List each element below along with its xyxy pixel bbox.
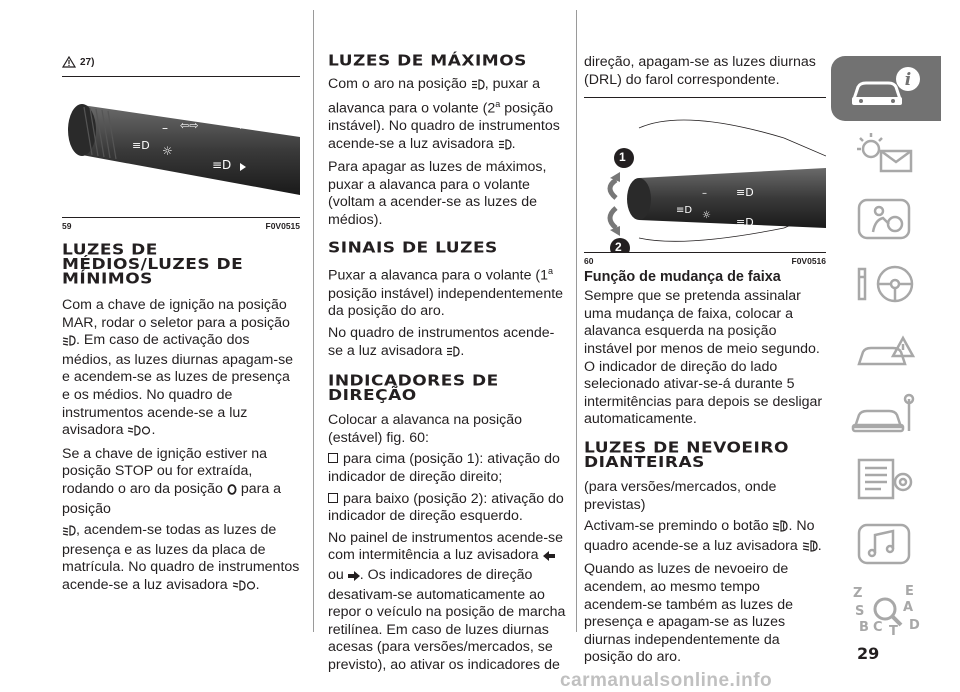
bullet-box-icon [328,493,338,503]
warning-triangle-icon [62,56,76,68]
figure-60 [584,98,826,253]
column-1 [62,0,300,601]
index-letter: T [889,623,898,637]
section-heading: LUZES DE NEVOEIRO DIANTEIRAS [584,439,789,472]
car-service-icon [845,389,925,439]
sidebar-item-multimedia[interactable] [831,511,939,576]
index-icon [845,581,925,637]
paragraph: No quadro de instrumentos acende-se a luz avisadora . [328,325,568,362]
steering-wheel-icon [845,259,925,309]
paragraph: Com a chave de ignição na posição MAR, rodar o seletor para a posição . Em caso de activação dos médios, as luzes diurnas apagam-se e acendem-se as luzes de presença e os médios. No quadro de instrumentos acende-se a luz avisadora . [62,297,300,442]
warning-reference-number: 27) [80,56,95,68]
index-letter: E [905,583,914,599]
paragraph: Se a chave de ignição estiver na posição STOP ou for extraída, rodando o aro da posição para a posição [62,445,282,517]
column-3 [584,54,826,671]
index-letter: D [909,617,920,633]
bullet-item: para cima (posição 1): ativação do indicador de direção direito; [328,451,560,485]
bullet-item: para baixo (posição 2): ativação do indicador de direção esquerdo. [328,490,564,525]
section-heading: LUZES DE MÉDIOS/LUZES DE MÍNIMOS [62,241,244,288]
warning-reference [62,56,300,77]
svg-text:≡D: ≡D [132,139,150,152]
sidebar-item-index[interactable] [831,576,939,641]
bullet-box-icon [328,453,338,463]
paragraph: Sempre que se pretenda assinalar uma mudança de faixa, colocar a alavanca esquerda na posição instável por menos de meio segundo. O indicador de direção do lado selecionado ativar-se-á durante 5 intermitências para depois se desligar automaticamente. [584,288,823,428]
paragraph: Com o aro na posição , puxar a alavanca para o volante (2$^a$ posição instável). No quadro de instrumentos acende-se a luz avisadora . [328,76,568,155]
warning-lights-icon [845,129,925,179]
technical-data-icon [845,454,925,504]
turn-signal-stalk-illustration [584,98,826,252]
low-beam-icon [62,524,76,542]
off-position-icon [227,483,237,501]
figure-code: F0V0516 [791,256,826,267]
index-letter: S [855,603,865,619]
right-arrow-icon [348,569,360,587]
paragraph: Activam-se premindo o botão . No quadro acende-se a luz avisadora . [584,518,826,557]
car-info-icon [846,65,926,113]
high-beam-warning-icon [446,345,460,363]
paragraph: No painel de instrumentos acende-se com intermitência a luz avisadora ou . Os indicadores de direção desativam-se automaticamente ao repor o veículo na posição de marcha retilínea. Em caso de luzes diurnas acesas (para versões/mercados, se previsto), ao ativar os indicadores de [328,529,566,673]
paragraph: Colocar a alavanca na posição (estável) fig. 60: [328,412,523,446]
paragraph: Puxar a alavanca para o volante (1$^a$ posição instável) independentemente da posição do aro. [328,266,564,320]
low-beam-warning-icon [232,579,256,597]
multimedia-icon [845,519,925,569]
index-letter: Z [853,585,863,601]
figure-number: 59 [62,221,72,231]
paragraph: Para apagar as luzes de máximos, puxar a alavanca para o volante (voltam a acender-se as luzes de médios). [328,159,547,228]
svg-text:≡D: ≡D [736,216,754,230]
column-divider [313,10,314,632]
sidebar-item-car-info[interactable] [831,56,941,121]
chapter-sidebar [831,56,941,641]
paragraph: , acendem-se todas as luzes de presença e as luzes da placa de matrícula. No quadro de instrumentos acende-se a luz avisadora . [62,522,300,596]
figure-number: 60 [584,256,594,267]
svg-text:⇦⇨: ⇦⇨ [180,119,199,132]
high-beam-warning-icon [498,138,512,156]
paragraph: Quando as luzes de nevoeiro de acendem, ao mesmo tempo acendem-se também as luzes de presença e apagam-se as luzes diurnas independentemente da posição do aro. [584,561,793,666]
watermark: carmanualsonline.info [560,670,773,691]
paragraph: (para versões/mercados, onde previstas) [584,478,777,513]
svg-text:–: – [162,121,168,135]
svg-text:≡D: ≡D [212,158,232,172]
sidebar-item-emergency[interactable] [831,316,939,381]
figure-caption [584,256,826,266]
emergency-icon [845,324,925,374]
page-number: 29 [857,644,880,663]
sidebar-item-service[interactable] [831,381,939,446]
left-arrow-icon [543,549,555,567]
fog-light-warning-icon [802,540,818,558]
svg-text:☼: ☼ [702,210,711,222]
sidebar-item-driving[interactable] [831,251,939,316]
index-letter: C [873,619,883,635]
figure-code: F0V0515 [265,221,300,231]
position-label-2: 2 [615,240,622,254]
low-beam-warning-icon [127,424,151,442]
index-letter: B [859,619,869,635]
high-beam-icon [471,78,485,96]
low-beam-icon [62,334,76,352]
column-2 [328,54,568,679]
figure-59 [62,77,300,218]
column-divider [576,10,577,632]
svg-text:≡D: ≡D [212,114,232,128]
svg-text:i: i [904,69,912,90]
fog-light-icon [772,520,788,538]
airbag-safety-icon [845,194,925,244]
sidebar-item-warning-lights[interactable] [831,121,939,186]
section-heading: SINAIS DE LUZES [328,239,498,258]
position-label-1: 1 [619,150,626,165]
svg-text:≡D: ≡D [736,186,754,200]
svg-text:–: – [702,188,707,200]
section-heading: LUZES DE MÁXIMOS [328,52,527,71]
sidebar-item-safety[interactable] [831,186,939,251]
subsection-heading: Função de mudança de faixa [584,269,781,286]
paragraph: direção, apagam-se as luzes diurnas (DRL) do farol correspondente. [584,54,816,88]
light-switch-stalk-illustration [62,77,300,217]
section-heading: INDICADORES DE DIREÇÃO [328,372,499,405]
figure-caption [62,221,300,231]
svg-text:≡D: ≡D [676,205,693,217]
svg-text:☼: ☼ [162,144,173,158]
index-letter: A [903,599,914,615]
sidebar-item-technical-data[interactable] [831,446,939,511]
